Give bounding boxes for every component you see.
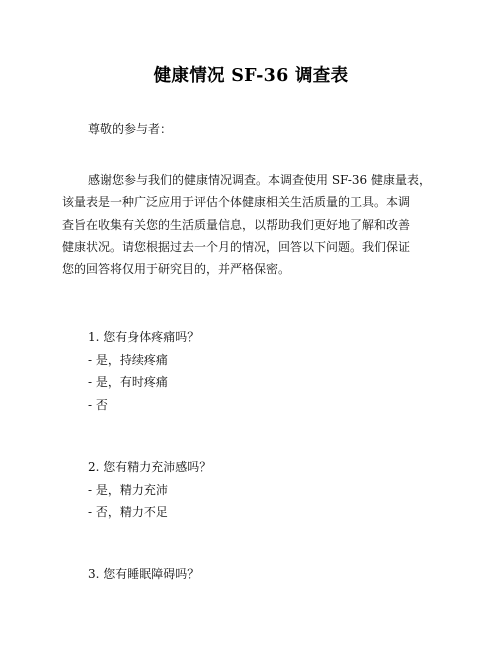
intro-line: 您的回答将仅用于研究目的，并严格保密。 (62, 262, 291, 277)
intro-line: 该量表是一种广泛应用于评估个体健康相关生活质量的工具。本调 (62, 195, 411, 210)
answer-option: - 否 (88, 397, 108, 412)
answer-option: - 是，有时疼痛 (88, 375, 168, 390)
question-text: 2. 您有精力充沛感吗？ (88, 460, 212, 474)
question-text: 1. 您有身体疼痛吗？ (88, 330, 200, 344)
intro-line: 查旨在收集有关您的生活质量信息，以帮助我们更好地了解和改善 (62, 217, 411, 232)
intro-line: 感谢您参与我们的健康情况调查。本调查使用 SF-36 健康量表， (88, 173, 431, 187)
document-title: 健康情况 SF-36 调查表 (153, 66, 349, 86)
question-3 (88, 565, 199, 588)
intro-line: 健康状况。请您根据过去一个月的情况，回答以下问题。我们保证 (62, 239, 411, 254)
answer-option: - 是，精力充沛 (88, 482, 168, 497)
answer-option: - 是，持续疼痛 (88, 352, 168, 367)
question-2 (88, 458, 211, 526)
question-text: 3. 您有睡眠障碍吗？ (88, 567, 200, 581)
salutation: 尊敬的参与者： (88, 122, 173, 136)
answer-option: - 否，精力不足 (88, 505, 168, 520)
intro-paragraph (62, 171, 442, 282)
question-1 (88, 328, 199, 418)
